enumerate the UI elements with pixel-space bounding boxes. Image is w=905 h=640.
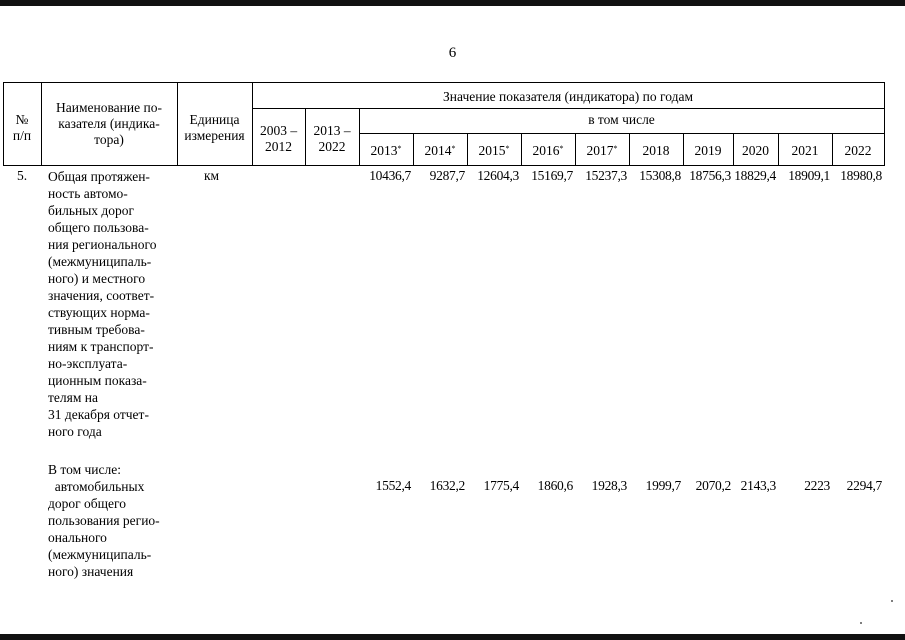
footnote-mark: * [451, 144, 456, 153]
header-including: в том числе [588, 112, 655, 127]
row-2-name: В том числе: автомобильных дорог общего пользования регио- онального (межмуниципаль- ного) значения [48, 462, 160, 579]
scan-speck [860, 622, 862, 624]
footnote-mark: * [397, 144, 402, 153]
header-values-title: Значение показателя (индикатора) по годам [443, 89, 693, 104]
row-2-value-2022: 2294,7 [846, 478, 882, 493]
row-1-value-2016: 15169,7 [531, 168, 573, 183]
header-name: Наименование по- казателя (индика- тора) [56, 100, 162, 147]
header-year-2022: 2022 [844, 143, 872, 158]
header-year-2020: 2020 [742, 143, 769, 158]
row-1-name: Общая протяжен- ность автомо- бильных дорог общего пользова- ния регионального (межмуниципаль- ного) и местного значения, соответ- ствующих норма- тивным требова- ниям к транспорт- но-эксплуата- ционным показа- телям на 31 декабря отчет- ного года [48, 169, 157, 439]
row-2-value-2015: 1775,4 [483, 478, 519, 493]
row-1-num: 5. [17, 168, 28, 183]
row-2-value-2013: 1552,4 [375, 478, 411, 493]
header-year-2016: 2016* [532, 143, 564, 158]
row-1-value-2018: 15308,8 [639, 168, 681, 183]
header-year-2014: 2014* [424, 143, 456, 158]
header-year-2017: 2017* [586, 143, 618, 158]
row-2-value-2020: 2143,3 [740, 478, 776, 493]
scan-speck [891, 600, 893, 602]
row-2-value-2014: 1632,2 [429, 478, 465, 493]
header-year-2015: 2015* [478, 143, 510, 158]
row-2-value-2016: 1860,6 [537, 478, 573, 493]
row-1-value-2014: 9287,7 [429, 168, 465, 183]
header-unit: Единица измерения [184, 112, 245, 143]
row-2-value-2018: 1999,7 [645, 478, 681, 493]
row-2-value-2021: 2223 [804, 478, 830, 493]
header-year-2018: 2018 [642, 143, 670, 158]
footnote-mark: * [613, 144, 618, 153]
header-period-1: 2003 – 2012 [259, 123, 298, 154]
header-year-2013: 2013* [370, 143, 402, 158]
row-2-value-2017: 1928,3 [591, 478, 627, 493]
page-number: 6 [448, 45, 457, 61]
row-1-value-2017: 15237,3 [585, 168, 627, 183]
row-1-value-2015: 12604,3 [477, 168, 519, 183]
row-1-value-2022: 18980,8 [840, 168, 882, 183]
footnote-mark: * [559, 144, 564, 153]
header-period-2: 2013 – 2022 [313, 123, 351, 154]
footnote-mark: * [505, 144, 510, 153]
row-1-value-2021: 18909,1 [788, 168, 830, 183]
header-year-2019: 2019 [694, 143, 722, 158]
row-1-value-2013: 10436,7 [369, 168, 411, 183]
row-2-value-2019: 2070,2 [695, 478, 731, 493]
row-1-unit: км [204, 168, 220, 183]
header-year-2021: 2021 [791, 143, 819, 158]
row-1-value-2020: 18829,4 [734, 168, 776, 183]
row-1-value-2019: 18756,3 [689, 168, 731, 183]
header-num: № п/п [12, 112, 32, 143]
